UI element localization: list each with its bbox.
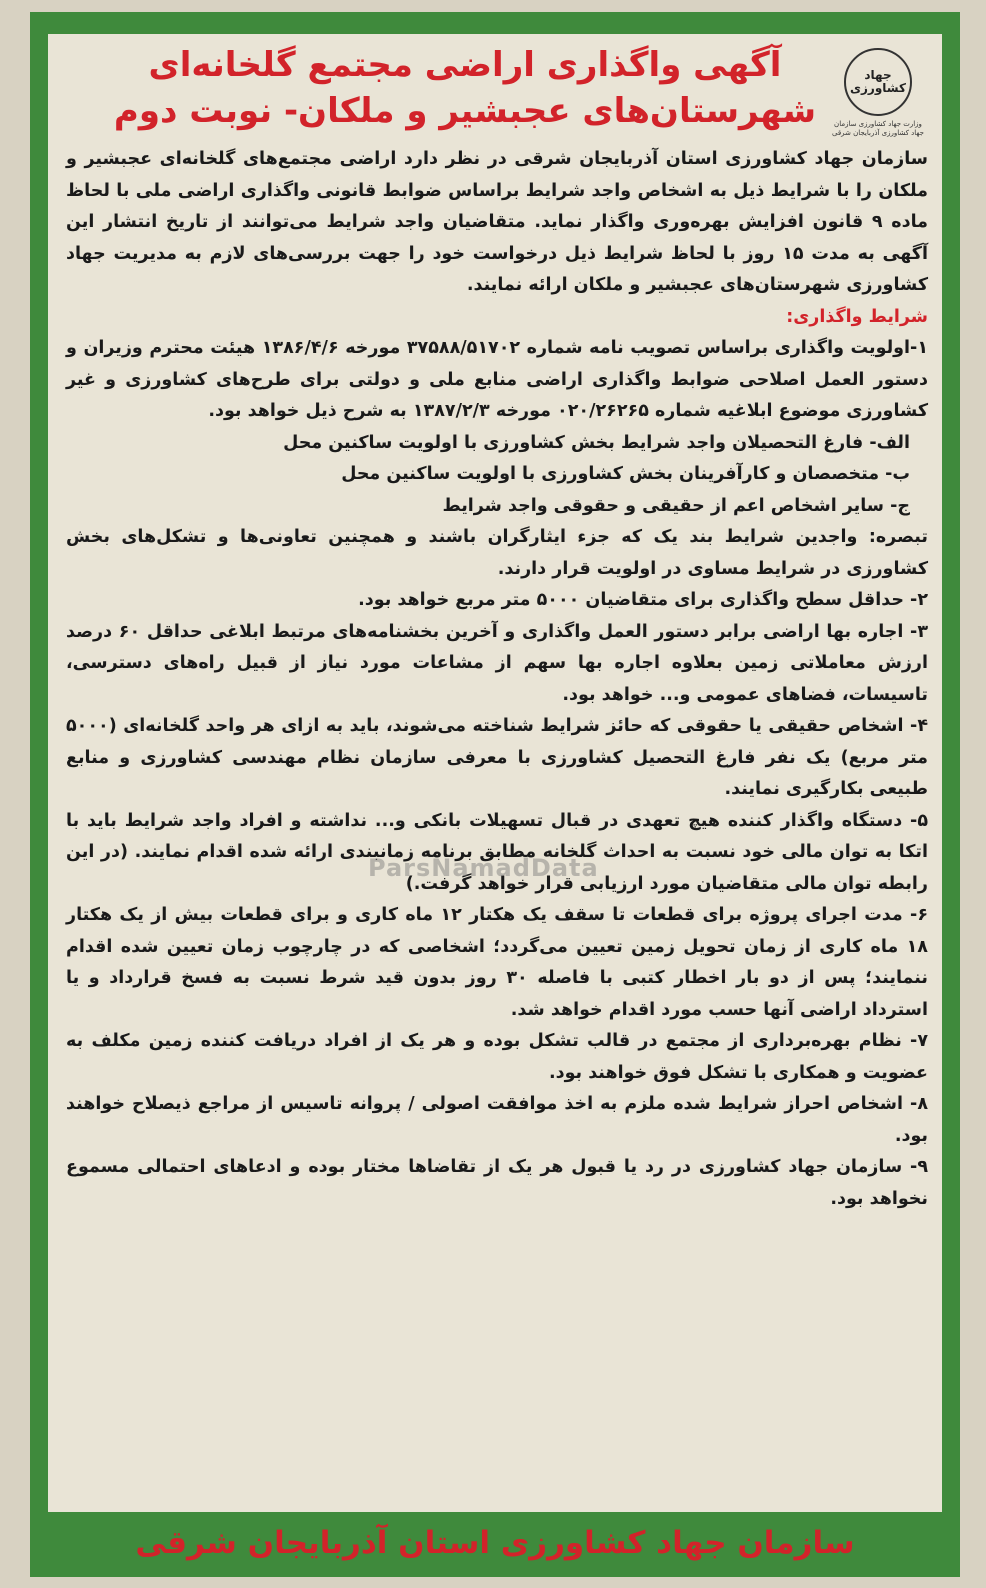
condition-item-9: ۹- سازمان جهاد کشاورزی در رد یا قبول هر یک از تقاضاها مختار بوده و ادعاهای احتمالی مسموع نخواهد بود. <box>66 1157 928 1209</box>
title-line-1: آگهی واگذاری اراضی مجتمع گلخانه‌ای <box>148 45 782 85</box>
condition-item-1: ۱-اولویت واگذاری براساس تصویب نامه شماره ۳۷۵۸۸/۵۱۷۰۲ مورخه ۱۳۸۶/۴/۶ هیئت محترم وزیران و دستور العمل اصلاحی ضوابط واگذاری اراضی منابع ملی و دولتی برای طرح‌های کشاورزی و غیر کشاورزی موضوع ابلاغیه شماره ۰۲۰/۲۶۲۶۵ مورخه ۱۳۸۷/۲/۳ به شرح ذیل خواهد بود. <box>66 338 928 421</box>
condition-item-5: ۵- دستگاه واگذار کننده هیچ تعهدی در قبال تسهیلات بانکی و... نداشته و افراد واجد شرایط باید با اتکا به توان مالی خود نسبت به احداث گلخانه مطابق برنامه زمانبندی ارائه شده اقدام نمایند. (در این رابطه توان مالی متقاضیان مورد ارزیابی قرار خواهد گرفت.) <box>66 810 928 894</box>
condition-item-1c: ج- سایر اشخاص اعم از حقیقی و حقوقی واجد شرایط <box>442 495 910 516</box>
title-line-2: شهرستان‌های عجبشیر و ملکان- نوبت دوم <box>113 91 817 131</box>
condition-item-2: ۲- حداقل سطح واگذاری برای متقاضیان ۵۰۰۰ متر مربع خواهد بود. <box>358 590 928 610</box>
condition-item-3: ۳- اجاره بها اراضی برابر دستور العمل واگذاری و آخرین بخشنامه‌های مرتبط ابلاغی حداقل ۶۰ درصد ارزش معاملاتی زمین بعلاوه اجاره بها سهم از مشاعات مورد نیاز از قبیل راه‌های دسترسی، تاسیسات، فضاهای عمومی و... خواهد بود. <box>66 621 928 705</box>
section-heading: شرایط واگذاری: <box>786 306 928 327</box>
logo-emblem-icon <box>844 48 912 116</box>
condition-item-8: ۸- اشخاص احراز شرایط شده ملزم به اخذ موافقت اصولی / پروانه تاسیس از مراجع ذیصلاح خواهند بود. <box>66 1094 928 1146</box>
condition-item-6: ۶- مدت اجرای پروژه برای قطعات تا سقف یک هکتار ۱۲ ماه کاری و برای قطعات بیش از یک هکتار ۱۸ ماه کاری از زمان تحویل زمین تعیین می‌گردد؛ اشخاصی که در چارچوب زمان تعیین شده اقدام ننمایند؛ پس از دو بار اخطار کتبی با فاصله ۳۰ روز بدون قید شرط نسبت به فسخ قرارداد و یا استرداد اراضی آنها حسب مورد اقدام خواهد شد. <box>66 905 928 1020</box>
logo-name: جهاد کشاورزی <box>850 67 906 95</box>
ad-body <box>66 144 928 1215</box>
intro-paragraph: سازمان جهاد کشاورزی استان آذربایجان شرقی در نظر دارد اراضی مجتمع‌های گلخانه‌ای عجبشیر و ملکان را با شرایط ذیل به اشخاص واجد شرایط براساس ضوابط قانونی واگذاری اراضی ملی با لحاظ ماده ۹ قانون افزایش بهره‌وری واگذار نماید. متقاضیان واجد شرایط می‌توانند از تاریخ انتشار این آگهی به مدت ۱۵ روز با لحاظ شرایط ذیل درخواست خود را جهت بررسی‌های لازم به مدیریت جهاد کشاورزی شهرستان‌های عجبشیر و ملکان ارائه نمایند. <box>66 149 929 295</box>
ad-title <box>108 42 822 134</box>
condition-item-1b: ب- متخصصان و کارآفرینان بخش کشاورزی با اولویت ساکنین محل <box>341 464 910 484</box>
condition-item-4: ۴- اشخاص حقیقی یا حقوقی که حائز شرایط شناخته می‌شوند، باید به ازای هر واحد گلخانه‌ای (۵۰۰۰ متر مربع) یک نفر فارغ التحصیل کشاورزی با معرفی سازمان نظام مهندسی کشاورزی و منابع طبیعی بکارگیری نمایند. <box>66 716 928 799</box>
condition-item-1a: الف- فارغ التحصیلان واجد شرایط بخش کشاورزی با اولویت ساکنین محل <box>283 432 910 453</box>
condition-item-7: ۷- نظام بهره‌برداری از مجتمع در قالب تشکل بوده و هر یک از افراد دریافت کننده زمین مکلف به عضویت و همکاری با تشکل فوق خواهند بود. <box>66 1031 928 1083</box>
footer-text: سازمان جهاد کشاورزی استان آذربایجان شرقی <box>125 1525 864 1561</box>
watermark: ParsNamadData <box>368 854 599 882</box>
ad-panel <box>48 34 942 1512</box>
green-border-frame <box>30 12 960 1577</box>
footer-signature <box>30 1518 960 1568</box>
logo-subtitle: وزارت جهاد کشاورزی سازمان جهاد کشاورزی آذربایجان شرقی <box>832 120 924 138</box>
ministry-logo <box>832 48 924 138</box>
note-paragraph: تبصره: واجدین شرایط بند یک که جزء ایثارگران باشند و همچنین تعاونی‌ها و تشکل‌های بخش کشاورزی در شرایط مساوی در اولویت قرار دارند. <box>66 527 928 579</box>
